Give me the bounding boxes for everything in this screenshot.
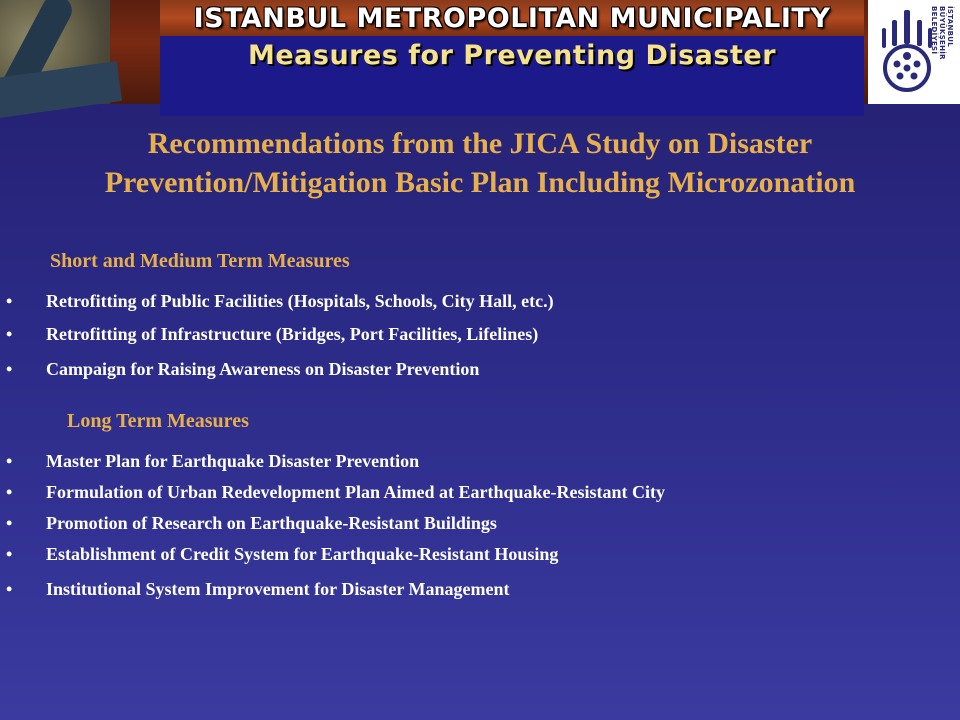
- organization-title: ISTANBUL METROPOLITAN MUNICIPALITY: [193, 3, 831, 34]
- bullet-icon: •: [6, 482, 13, 502]
- municipality-logo: [868, 0, 960, 104]
- bullet-icon: •: [6, 291, 13, 311]
- list-item: • Establishment of Credit System for Earthquake-Resistant Housing: [6, 544, 559, 564]
- list-item: • Formulation of Urban Redevelopment Plan Aimed at Earthquake-Resistant City: [6, 482, 665, 502]
- list-item: • Campaign for Raising Awareness on Disaster Prevention: [6, 359, 480, 379]
- heading-line-1: Recommendations from the JICA Study on Disaster: [147, 127, 813, 160]
- bullet-icon: •: [6, 324, 13, 344]
- heading-line-2: Prevention/Mitigation Basic Plan Including Microzonation: [104, 166, 856, 199]
- slide-title: Measures for Preventing Disaster: [247, 40, 777, 71]
- bullet-icon: •: [6, 579, 13, 599]
- list-item: • Promotion of Research on Earthquake-Resistant Buildings: [6, 513, 497, 533]
- section-heading-short-term: Short and Medium Term Measures: [50, 250, 350, 272]
- section-heading-long-term: Long Term Measures: [67, 410, 249, 432]
- short-term-list: [0, 291, 554, 392]
- bullet-icon: •: [6, 513, 13, 533]
- list-item: • Retrofitting of Public Facilities (Hospitals, Schools, City Hall, etc.): [6, 291, 554, 311]
- bullet-icon: •: [6, 544, 13, 564]
- list-item: • Retrofitting of Infrastructure (Bridges, Port Facilities, Lifelines): [6, 324, 539, 344]
- main-heading: [0, 124, 960, 202]
- satellite-photo: [0, 0, 110, 104]
- list-item: • Master Plan for Earthquake Disaster Prevention: [6, 451, 420, 471]
- long-term-list: [0, 451, 665, 610]
- bullet-icon: •: [6, 359, 13, 379]
- bullet-icon: •: [6, 451, 13, 471]
- logo-text: İSTANBUL BÜYÜKŞEHİR BELEDİYESİ: [930, 6, 954, 60]
- list-item: • Institutional System Improvement for Disaster Management: [6, 579, 510, 599]
